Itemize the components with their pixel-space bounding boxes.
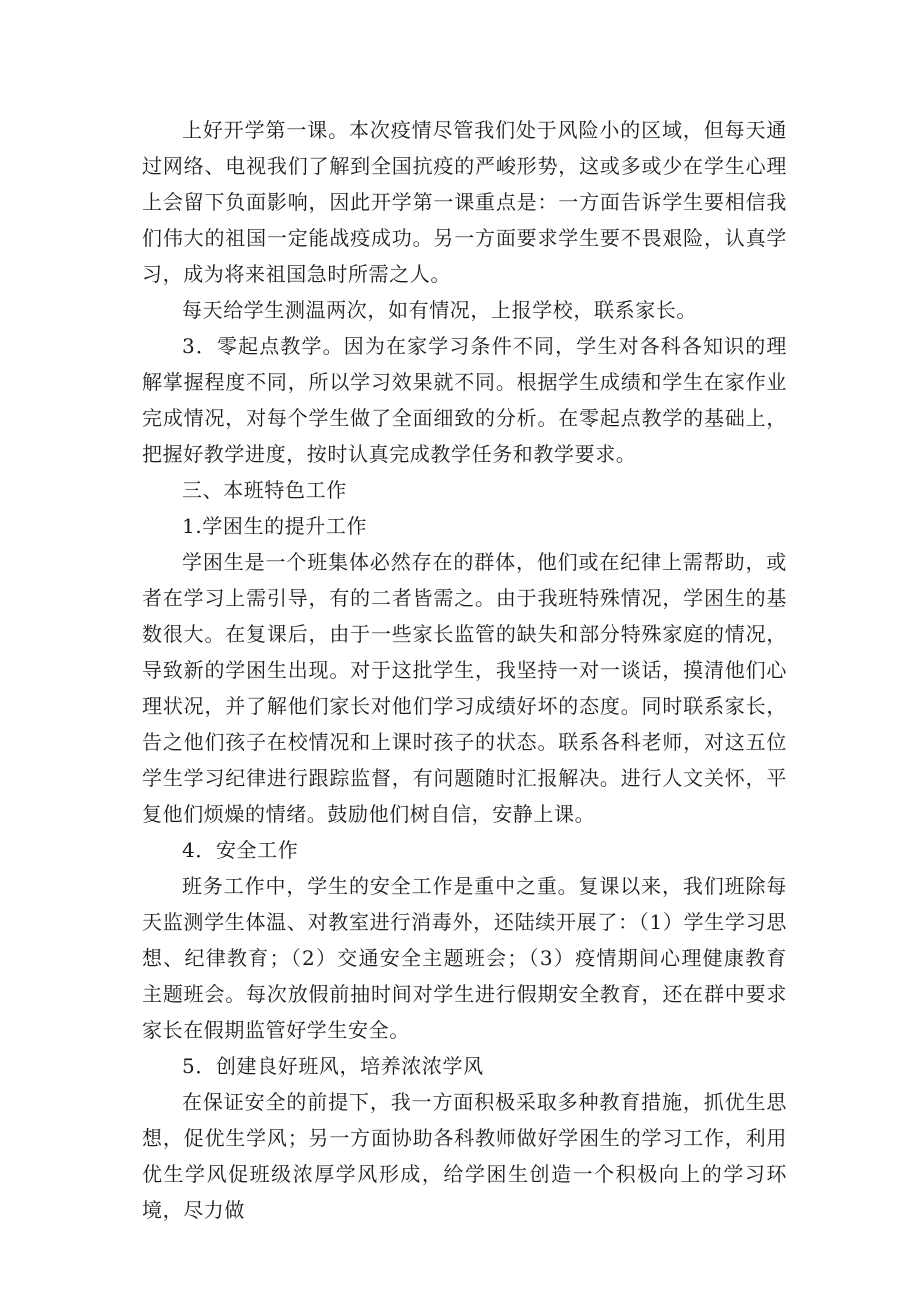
subheading-safety-work: 4．安全工作: [182, 838, 299, 862]
paragraph-temperature-check: 每天给学生测温两次，如有情况，上报学校，联系家长。: [182, 298, 697, 322]
paragraph-safety-work: 班务工作中，学生的安全工作是重中之重。复课以来，我们班除每天监测学生体温、对教室进行消毒外，还陆续开展了：（1）学生学习思想、纪律教育；（2）交通安全主题班会；（3）疫情期间心理健康教育主题班会。每次放假前抽时间对学生进行假期安全教育，还在群中要求家长在假期监管好学生安全。: [142, 874, 787, 1042]
subheading-struggling-students: 1.学困生的提升工作: [182, 514, 368, 538]
paragraph-first-lesson: 上好开学第一课。本次疫情尽管我们处于风险小的区域，但每天通过网络、电视我们了解到全国抗疫的严峻形势，这或多或少在学生心理上会留下负面影响，因此开学第一课重点是：一方面告诉学生要相信我们伟大的祖国一定能战疫成功。另一方面要求学生要不畏艰险，认真学习，成为将来祖国急时所需之人。: [142, 118, 787, 286]
section-heading-class-features: 三、本班特色工作: [182, 478, 347, 502]
paragraph-class-style: 在保证安全的前提下，我一方面积极采取多种教育措施，抓优生思想，促优生学风；另一方面协助各科教师做好学困生的学习工作，利用优生学风促班级浓厚学风形成，给学困生创造一个积极向上的学习环境，尽力做: [142, 1090, 787, 1222]
paragraph-zero-start-teaching: 3．零起点教学。因为在家学习条件不同，学生对各科各知识的理解掌握程度不同，所以学习效果就不同。根据学生成绩和学生在家作业完成情况，对每个学生做了全面细致的分析。在零起点教学的基础上，把握好教学进度，按时认真完成教学任务和教学要求。: [142, 334, 787, 466]
document-body: [142, 112, 787, 1228]
subheading-class-style: 5．创建良好班风，培养浓浓学风: [182, 1054, 484, 1078]
paragraph-struggling-students: 学困生是一个班集体必然存在的群体，他们或在纪律上需帮助，或者在学习上需引导，有的二者皆需之。由于我班特殊情况，学困生的基数很大。在复课后，由于一些家长监管的缺失和部分特殊家庭的情况，导致新的学困生出现。对于这批学生，我坚持一对一谈话，摸清他们心理状况，并了解他们家长对他们学习成绩好坏的态度。同时联系家长，告之他们孩子在校情况和上课时孩子的状态。联系各科老师，对这五位学生学习纪律进行跟踪监督，有问题随时汇报解决。进行人文关怀，平复他们烦燥的情绪。鼓励他们树自信，安静上课。: [142, 550, 787, 826]
